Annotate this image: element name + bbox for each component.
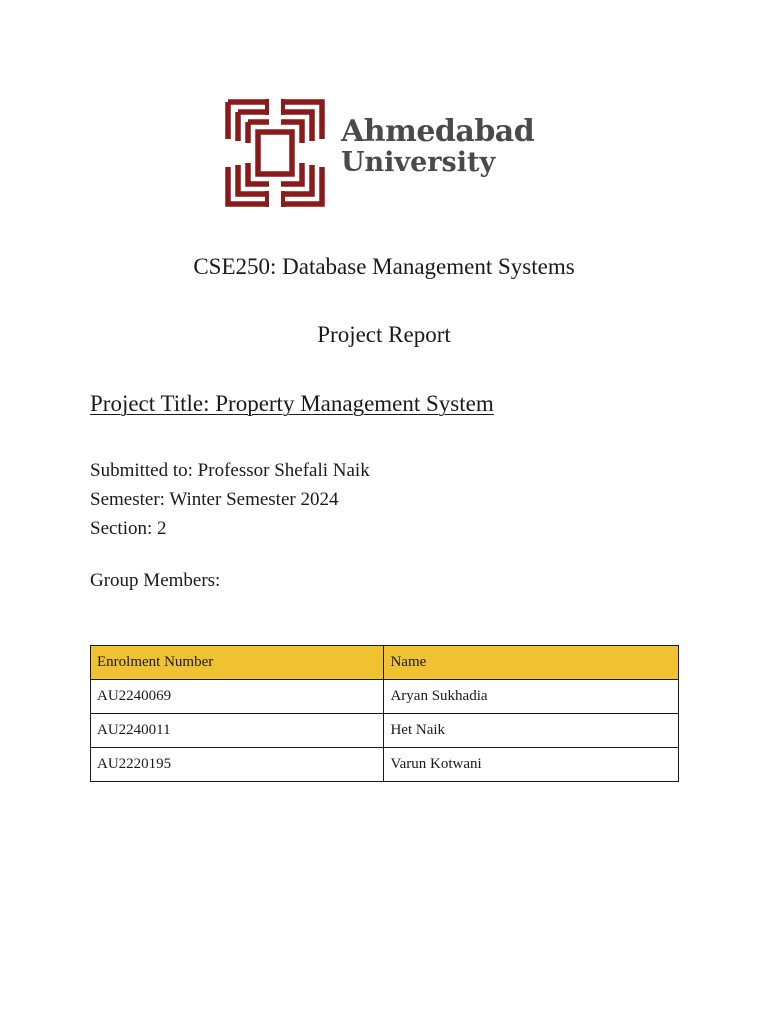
column-header-name: Name xyxy=(384,646,679,680)
member-name-cell: Varun Kotwani xyxy=(384,748,679,782)
enrolment-number-cell: AU2220195 xyxy=(91,748,384,782)
member-name-cell: Aryan Sukhadia xyxy=(384,680,679,714)
group-members-table xyxy=(90,645,679,782)
table-row xyxy=(91,714,679,748)
project-title: Project Title: Property Management System xyxy=(90,391,494,416)
logo-line-ahmedabad: Ahmedabad xyxy=(341,114,535,149)
enrolment-number-cell: AU2240011 xyxy=(91,714,384,748)
section-line: Section: 2 xyxy=(90,518,167,539)
table-row xyxy=(91,680,679,714)
university-wordmark xyxy=(341,114,535,178)
course-title: CSE250: Database Management Systems xyxy=(193,254,575,279)
table-header-row xyxy=(91,646,679,680)
member-name-cell: Het Naik xyxy=(384,714,679,748)
university-logo xyxy=(225,99,545,207)
university-emblem-icon xyxy=(225,99,325,207)
table-row xyxy=(91,748,679,782)
submitted-to-line: Submitted to: Professor Shefali Naik xyxy=(90,460,370,481)
column-header-enrolment-number: Enrolment Number xyxy=(91,646,384,680)
group-members-heading: Group Members: xyxy=(90,570,221,591)
logo-line-university: University xyxy=(341,147,496,178)
enrolment-number-cell: AU2240069 xyxy=(91,680,384,714)
report-title: Project Report xyxy=(317,322,451,347)
semester-line: Semester: Winter Semester 2024 xyxy=(90,489,339,510)
